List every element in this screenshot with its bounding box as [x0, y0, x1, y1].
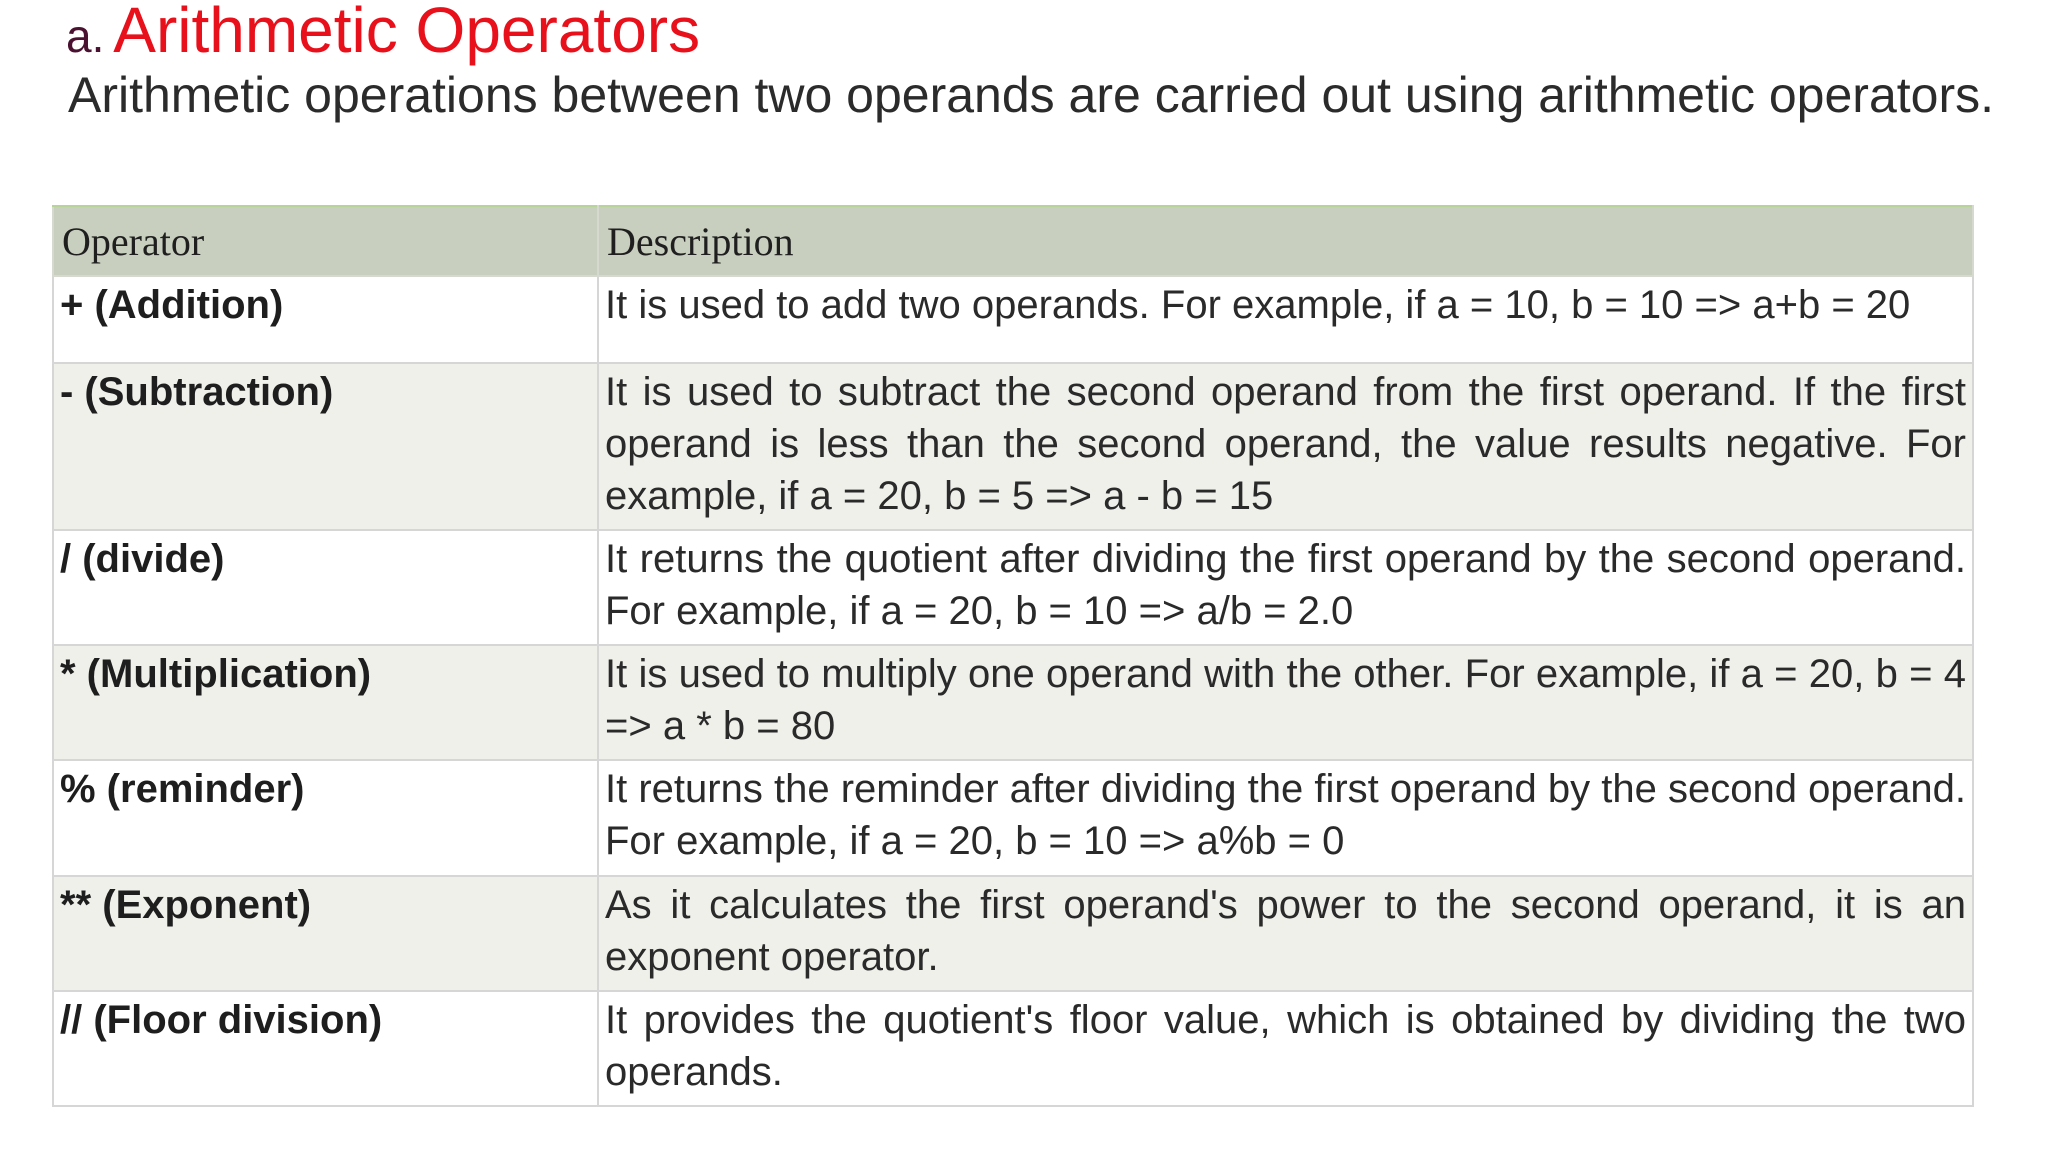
header-description: Description [598, 206, 1973, 276]
description-cell: It is used to multiply one operand with the other. For example, if a = 20, b = 4 => a * b = 80 [598, 645, 1973, 760]
operator-cell: ** (Exponent) [53, 876, 598, 991]
description-cell: As it calculates the first operand's power to the second operand, it is an exponent operator. [598, 876, 1973, 991]
operator-cell: / (divide) [53, 530, 598, 645]
description-cell: It returns the quotient after dividing the first operand by the second operand. For example, if a = 20, b = 10 => a/b = 2.0 [598, 530, 1973, 645]
table-row [53, 530, 1973, 645]
description-cell: It is used to subtract the second operand from the first operand. If the first operand is less than the second operand, the value results negative. For example, if a = 20, b = 5 => a - b = 15 [598, 363, 1973, 530]
operator-cell: + (Addition) [53, 276, 598, 363]
heading-dot: . [91, 10, 105, 62]
operator-cell: // (Floor division) [53, 991, 598, 1106]
operator-cell: % (reminder) [53, 760, 598, 876]
table-row [53, 760, 1973, 876]
description-cell: It returns the reminder after dividing the first operand by the second operand. For example, if a = 20, b = 10 => a%b = 0 [598, 760, 1973, 876]
heading-prefix: a [66, 10, 92, 62]
table-row [53, 876, 1973, 991]
table-row [53, 276, 1973, 363]
operator-cell: * (Multiplication) [53, 645, 598, 760]
intro-paragraph: Arithmetic operations between two operands are carried out using arithmetic operators. [68, 67, 1995, 123]
operators-table [52, 205, 1974, 1107]
table-row [53, 645, 1973, 760]
table-row [53, 991, 1973, 1106]
table-header-row [53, 206, 1973, 276]
description-cell: It is used to add two operands. For example, if a = 10, b = 10 => a+b = 20 [598, 276, 1973, 363]
table-row [53, 363, 1973, 530]
heading-title: Arithmetic Operators [113, 0, 701, 66]
section-heading [66, 0, 700, 69]
header-operator: Operator [53, 206, 598, 276]
operator-cell: - (Subtraction) [53, 363, 598, 530]
description-cell: It provides the quotient's floor value, which is obtained by dividing the two operands. [598, 991, 1973, 1106]
